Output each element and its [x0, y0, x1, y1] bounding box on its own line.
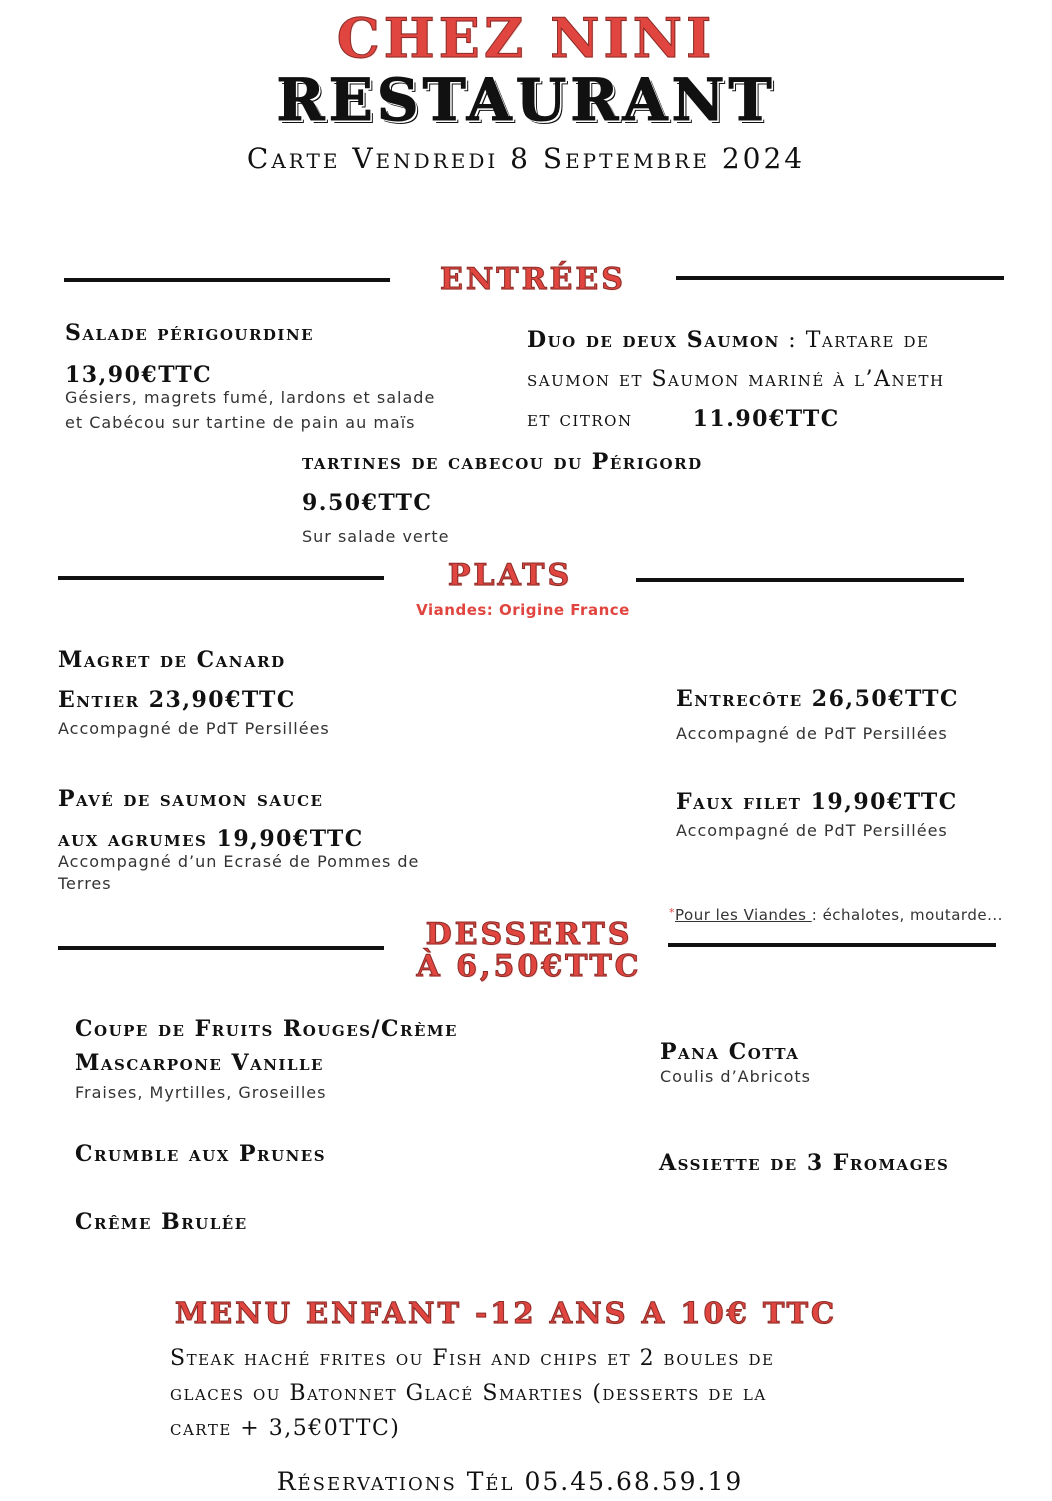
entree-tartines [302, 442, 862, 549]
plats-rule-left [58, 576, 384, 580]
dessert-coupe-description: Fraises, Myrtilles, Groseilles [75, 1083, 327, 1102]
dessert-crumble: Crumble aux Prunes [75, 1141, 327, 1167]
plats-rule-right [636, 578, 964, 582]
entree-duo-price: 11.90€TTC [692, 406, 840, 432]
plats-subheading: Viandes: Origine France [416, 601, 630, 619]
entree-duo-line3 [527, 399, 1052, 439]
plat-magret-line2: Entier 23,90€TTC [58, 687, 296, 713]
entree-duo-name: Duo de deux Saumon [527, 327, 780, 353]
entree-salade [65, 313, 445, 435]
plat-entrecote-line1: Entrecôte 26,50€TTC [676, 686, 959, 712]
plat-pave-saumon [58, 779, 478, 895]
entree-duo-separator: : [779, 328, 806, 353]
menu-enfant-description [170, 1341, 930, 1446]
menu-enfant-line3: carte + 3,5€0TTC) [170, 1416, 401, 1441]
plat-entrecote-description: Accompagné de PdT Persillées [676, 724, 948, 743]
dessert-pana-cotta-name: Pana Cotta [660, 1039, 800, 1065]
dessert-pana-cotta [660, 1032, 1020, 1089]
dessert-pana-cotta-description: Coulis d’Abricots [660, 1067, 811, 1086]
entree-duo-saumon [527, 320, 1052, 439]
menu-enfant-heading: MENU ENFANT -12 ANS A 10€ TTC [174, 1296, 838, 1330]
plat-faux-filet [676, 782, 1036, 843]
desserts-rule-left [58, 946, 384, 950]
entree-tartines-price: 9.50€TTC [302, 490, 433, 516]
entree-duo-line3-text: et citron [527, 407, 633, 432]
restaurant-name: CHEZ NINI [336, 6, 716, 70]
dessert-coupe [75, 1012, 515, 1105]
entree-salade-price: 13,90€TTC [65, 362, 213, 388]
entree-duo-line1 [527, 320, 1052, 360]
entree-tartines-description: Sur salade verte [302, 527, 450, 546]
menu-enfant-line1: Steak haché frites ou Fish and chips et 2 boules de [170, 1346, 775, 1371]
plat-magret-line1: Magret de Canard [58, 647, 286, 673]
menu-date: Carte Vendredi 8 Septembre 2024 [246, 142, 806, 175]
entree-duo-line1-rest: Tartare de [805, 328, 930, 353]
dessert-creme-brulee: Crême Brulée [75, 1209, 248, 1235]
desserts-heading-line1: DESSERTS [425, 917, 633, 952]
plat-pave-description: Accompagné d’un Ecrasé de Pommes de Terres [58, 852, 420, 893]
plat-magret [58, 640, 478, 741]
entree-salade-description: Gésiers, magrets fumé, lardons et salade et Cabécou sur tartine de pain au maïs [65, 388, 436, 432]
dessert-coupe-line1: Coupe de Fruits Rouges/Crème [75, 1016, 458, 1042]
desserts-rule-right [668, 943, 996, 947]
plat-pave-line1: Pavé de saumon sauce [58, 786, 324, 812]
plat-pave-line2: aux agrumes 19,90€TTC [58, 826, 364, 852]
restaurant-type: RESTAURANT [276, 66, 776, 134]
plat-faux-filet-line1: Faux filet 19,90€TTC [676, 789, 958, 815]
dessert-coupe-line2: Mascarpone Vanille [75, 1050, 324, 1076]
entrees-rule-left [64, 278, 390, 282]
entree-tartines-name: tartines de cabecou du Périgord [302, 449, 703, 475]
viandes-note-asterisk: * [669, 906, 675, 919]
viandes-note-rest: : échalotes, moutarde... [811, 906, 1003, 924]
plat-magret-description: Accompagné de PdT Persillées [58, 719, 330, 738]
reservations-phone: Réservations Tél 05.45.68.59.19 [276, 1467, 744, 1496]
plat-entrecote [676, 679, 1036, 746]
entrees-heading: ENTRÉES [440, 262, 626, 297]
entree-salade-name: Salade périgourdine [65, 320, 315, 346]
plat-faux-filet-description: Accompagné de PdT Persillées [676, 821, 948, 840]
menu-enfant-line2: glaces ou Batonnet Glacé Smarties (desserts de la [170, 1381, 767, 1406]
desserts-heading-line2: À 6,50€TTC [416, 949, 642, 984]
viandes-note-link[interactable]: Pour les Viandes [675, 906, 812, 924]
viandes-note [669, 906, 1003, 924]
dessert-assiette-fromages: Assiette de 3 Fromages [659, 1150, 950, 1176]
entrees-rule-right [676, 276, 1004, 280]
entree-duo-line2: saumon et Saumon mariné à l’Aneth [527, 367, 945, 392]
plats-heading: PLATS [447, 558, 573, 593]
